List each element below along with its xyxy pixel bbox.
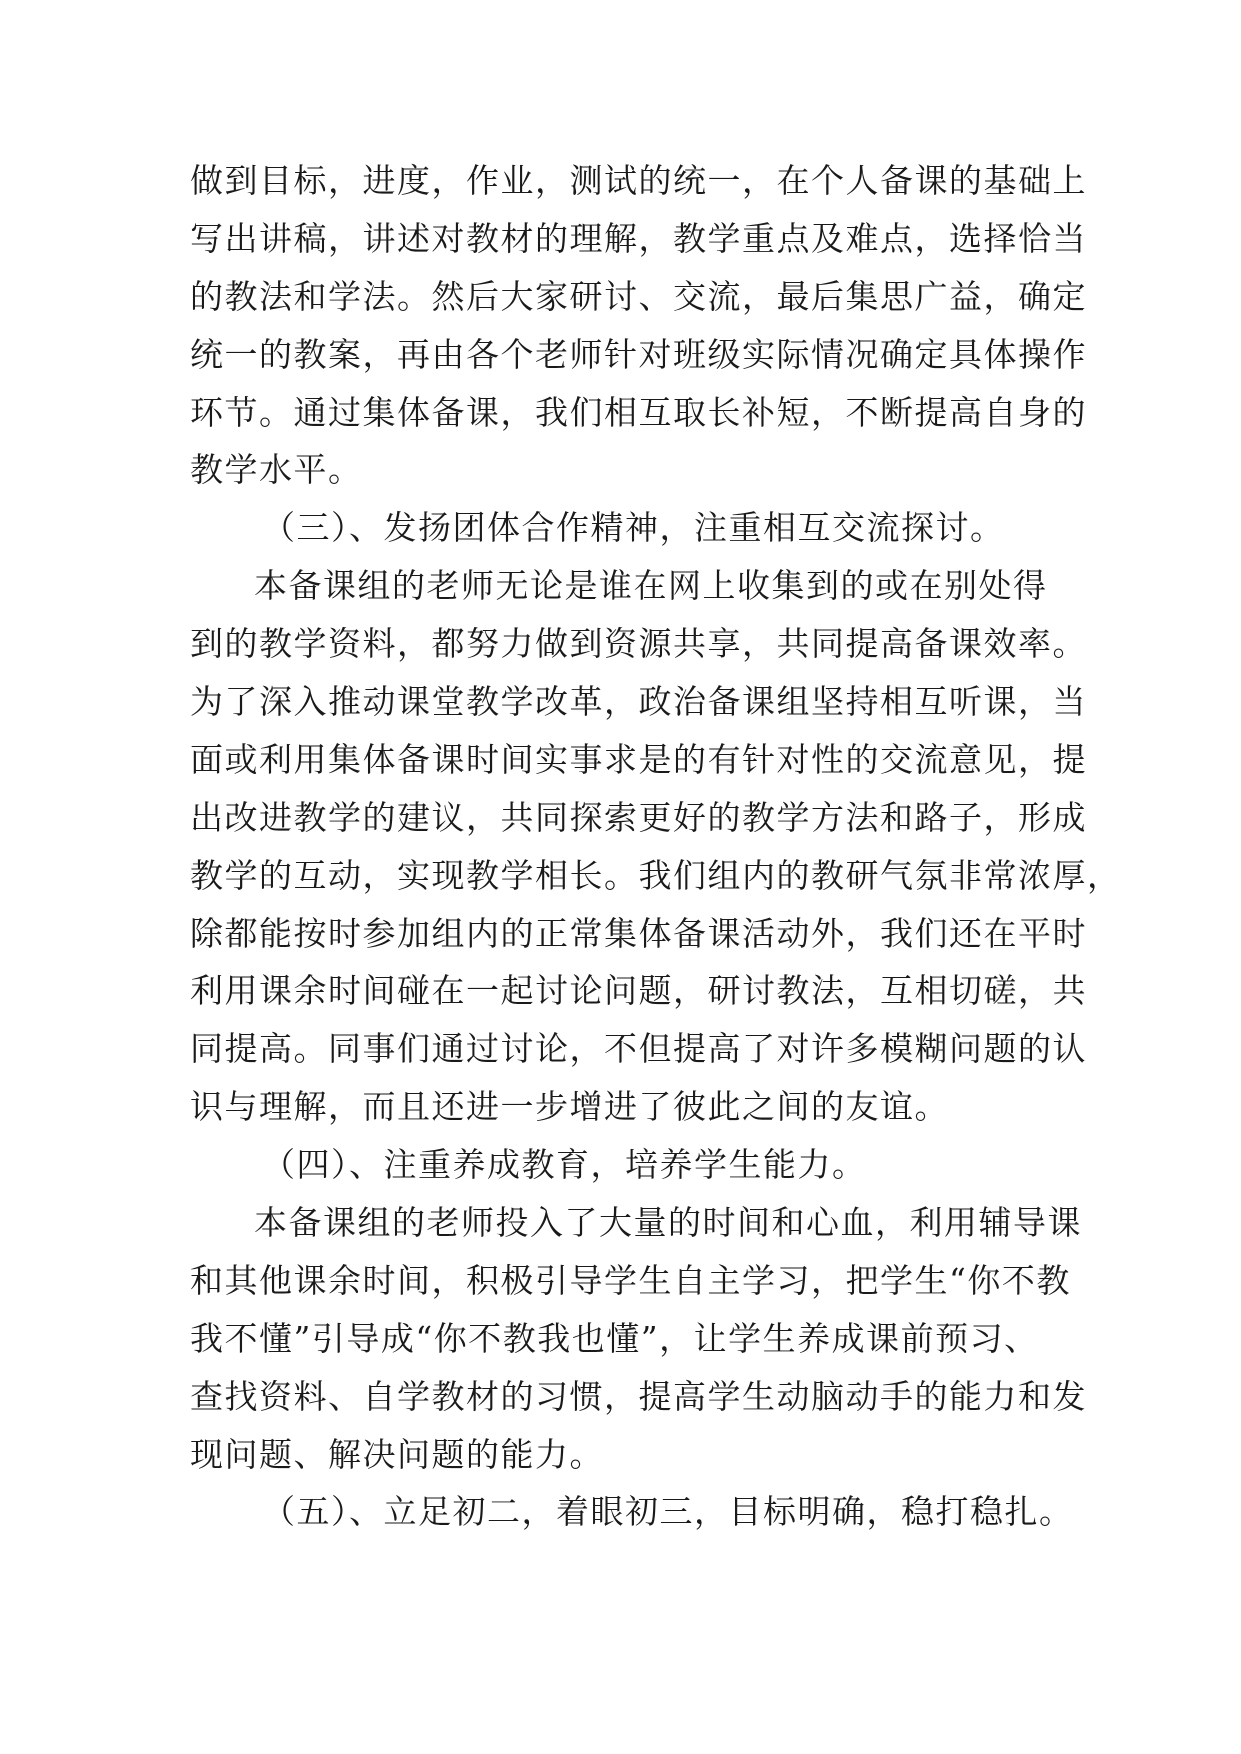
text-line: 本备课组的老师投入了大量的时间和心血，利用辅导课: [254, 1203, 1082, 1243]
section-heading: [190, 499, 1060, 557]
text-line: 为了深入推动课堂教学改革，政治备课组坚持相互听课，当: [190, 682, 1087, 722]
section-heading: [190, 1136, 1060, 1194]
text-line: 现问题、解决问题的能力。: [190, 1434, 604, 1474]
heading-text: （四）、注重养成教育，培养学生能力。: [262, 1145, 867, 1185]
text-line: 面或利用集体备课时间实事求是的有针对性的交流意见，提: [190, 739, 1087, 779]
text-line: 同提高。同事们通过讨论，不但提高了对许多模糊问题的认: [190, 1029, 1087, 1069]
text-line: 查找资料、自学教材的习惯，提高学生动脑动手的能力和发: [190, 1376, 1087, 1416]
heading-text: （三）、发扬团体合作精神，注重相互交流探讨。: [262, 508, 1005, 548]
text-line: 出改进教学的建议，共同探索更好的教学方法和路子，形成: [190, 797, 1087, 837]
text-line: 写出讲稿，讲述对教材的理解，教学重点及难点，选择恰当: [190, 218, 1087, 258]
paragraph: [190, 152, 1087, 499]
text-line: 教学水平。: [190, 450, 363, 490]
text-line: 和其他课余时间，积极引导学生自主学习，把学生“你不教: [190, 1260, 1071, 1300]
text-line: 统一的教案，再由各个老师针对班级实际情况确定具体操作: [190, 334, 1087, 374]
text-line: 环节。通过集体备课，我们相互取长补短，不断提高自身的: [190, 392, 1087, 432]
section-heading: [190, 1483, 1074, 1541]
text-line: 的教法和学法。然后大家研讨、交流，最后集思广益，确定: [190, 276, 1087, 316]
document-body: [190, 152, 1122, 1541]
text-line: 做到目标，进度，作业，测试的统一，在个人备课的基础上: [190, 161, 1087, 200]
text-line: 我不懂”引导成“你不教我也懂”，让学生养成课前预习、: [190, 1318, 1039, 1358]
text-line: 利用课余时间碰在一起讨论问题，研讨教法，互相切磋，共: [190, 971, 1087, 1011]
text-line: 除都能按时参加组内的正常集体备课活动外，我们还在平时: [190, 913, 1087, 953]
paragraph: [190, 557, 1122, 1136]
text-line: 到的教学资料，都努力做到资源共享，共同提高备课效率。: [190, 624, 1087, 664]
text-line: 教学的互动，实现教学相长。我们组内的教研气氛非常浓厚，: [190, 855, 1122, 895]
text-line: 识与理解，而且还进一步增进了彼此之间的友谊。: [190, 1087, 949, 1127]
paragraph: [190, 1194, 1087, 1483]
text-line: 本备课组的老师无论是谁在网上收集到的或在别处得: [254, 566, 1048, 606]
heading-text: （五）、立足初二，着眼初三，目标明确，稳打稳扎。: [262, 1492, 1074, 1532]
